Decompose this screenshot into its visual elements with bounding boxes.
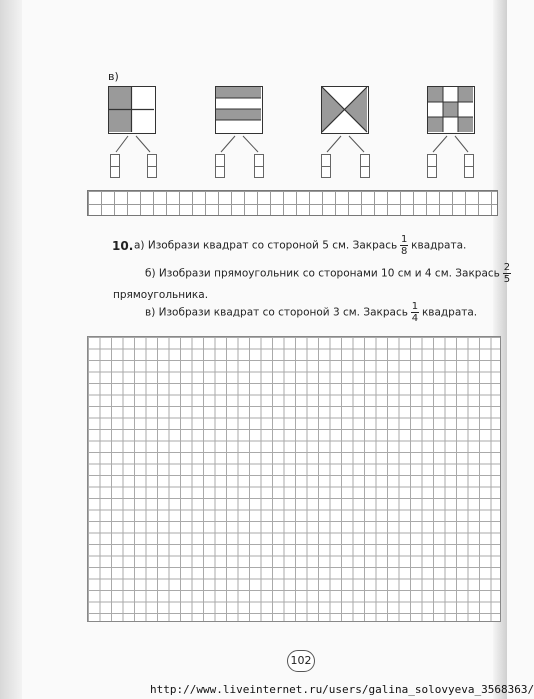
fraction-denominator: 5 [503,274,511,285]
watermark-url: http://www.liveinternet.ru/users/galina_solovyeva_3568363/ [150,683,534,696]
task-a-suffix: квадрата. [411,239,467,252]
fraction-one-eighth [400,234,408,257]
fraction-two-fifths [503,262,511,285]
fraction-answer-box[interactable] [110,154,120,178]
fraction-numerator: 2 [503,262,511,273]
fraction-denominator: 4 [411,313,419,324]
fraction-answer-box[interactable] [464,154,474,178]
task-v-suffix: квадрата. [421,306,478,319]
task-b-text: б) Изобрази прямоугольник со сторонами 10 см и 4 см. Закрась [145,267,500,280]
fraction-one-quarter [411,301,419,324]
task-b-suffix: прямоугольника. [113,289,209,301]
task-number: 10. [112,239,134,253]
task-b [145,262,514,285]
fraction-numerator: 1 [411,301,419,312]
fraction-answer-box[interactable] [147,154,157,178]
fraction-answer-box[interactable] [254,154,264,178]
task-v-text: в) Изобрази квадрат со стороной 3 см. Закрась [145,306,408,319]
fraction-answer-box[interactable] [215,154,225,178]
fraction-answer-box[interactable] [360,154,370,178]
task-a [134,234,466,257]
answer-grid-strip[interactable] [87,190,498,216]
fraction-denominator: 8 [400,246,408,257]
page-number: 102 [287,650,315,672]
fraction-numerator: 1 [400,234,408,245]
fraction-answer-box[interactable] [321,154,331,178]
section-label: в) [108,70,119,83]
drawing-grid[interactable] [87,336,501,622]
task-a-text: а) Изобрази квадрат со стороной 5 см. Закрась [134,239,398,252]
fraction-answer-box[interactable] [427,154,437,178]
task-v [145,301,477,324]
